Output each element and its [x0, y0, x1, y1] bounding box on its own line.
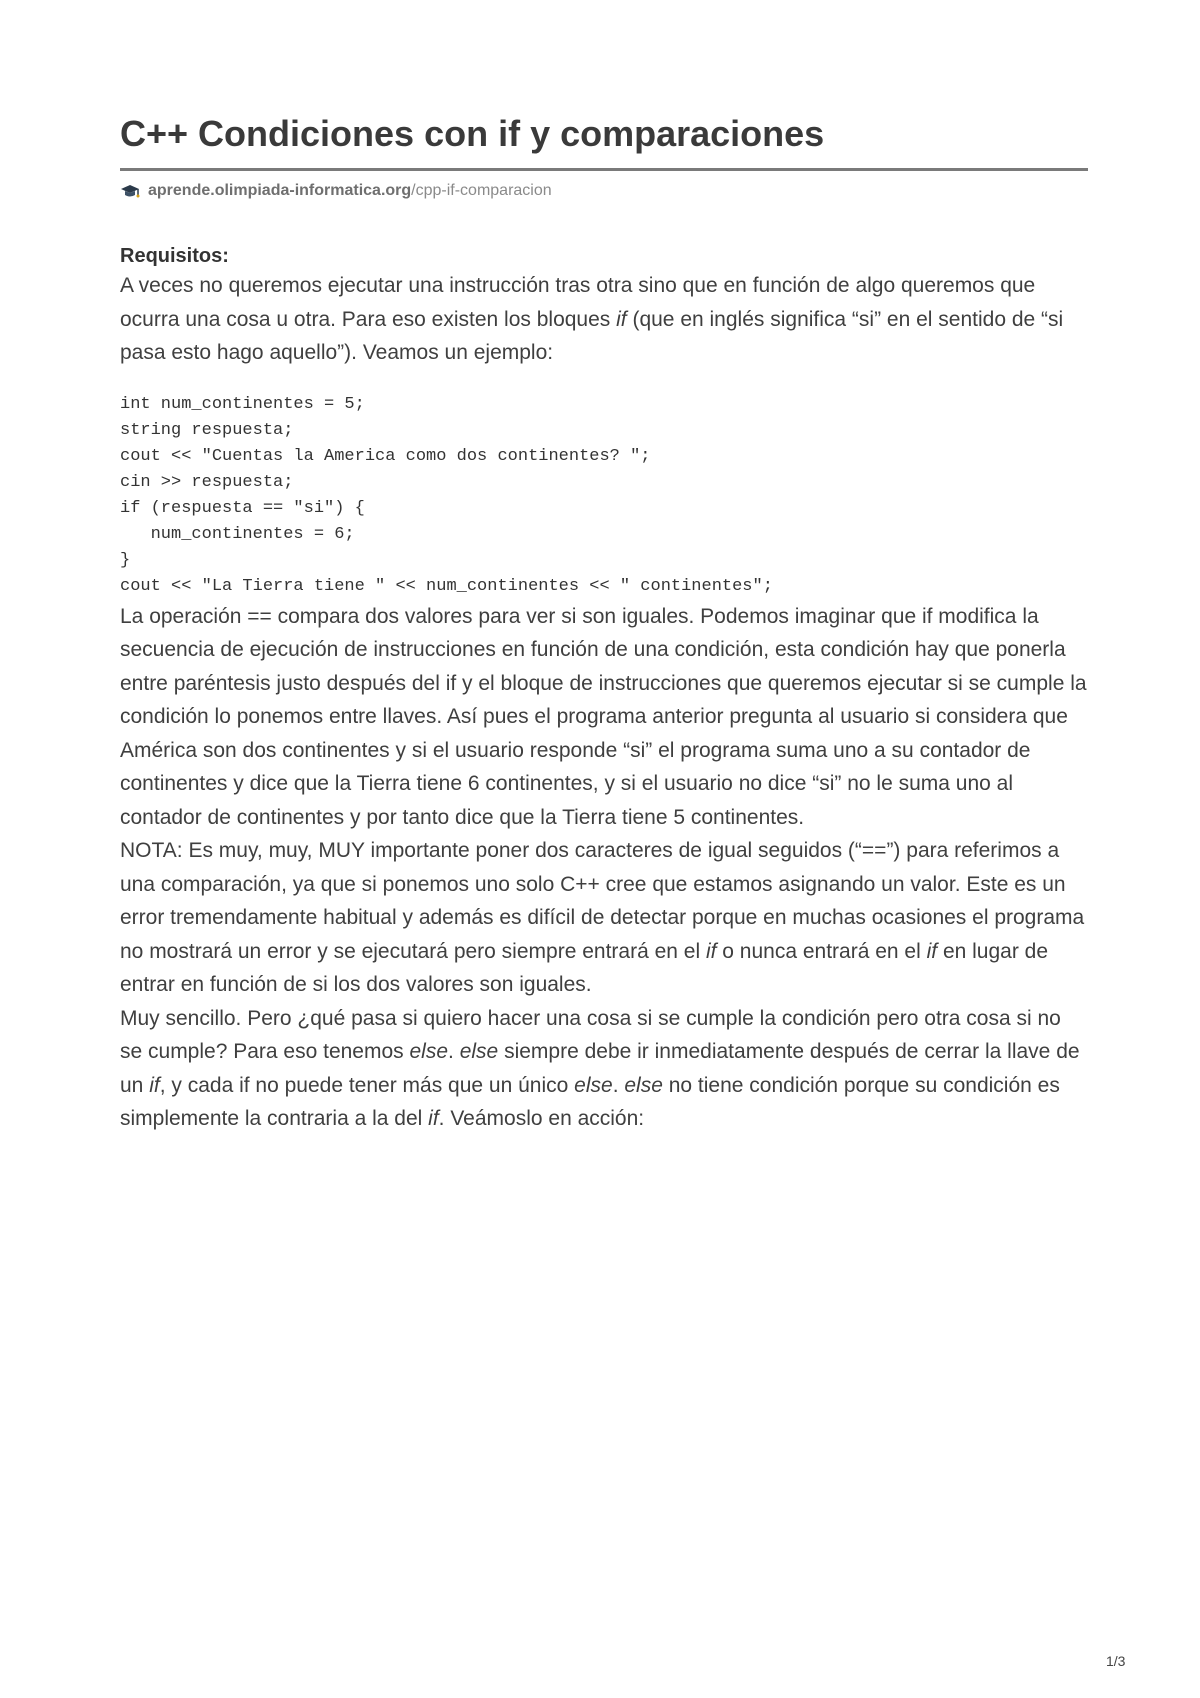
- page-title: C++ Condiciones con if y comparaciones: [120, 113, 825, 154]
- code-line: cout << "La Tierra tiene " << num_continentes << " continentes";: [120, 576, 773, 596]
- paragraph-else-text-1: Muy sencillo. Pero ¿qué pasa si quiero hacer una cosa si se cumple la condición pero otra cosa si no se cumple? Para eso tenemos: [120, 1006, 1061, 1063]
- paragraph-note: [120, 834, 1088, 1002]
- paragraph-note-text-1: NOTA: Es muy, muy, MUY importante poner dos caracteres de igual seguidos (“==”) para referimos a una comparación, ya que si ponemos uno solo C++ cree que estamos asignando un valor. Este es un error tremendamente habitual y además es difícil de detectar porque en muchas ocasiones el programa no mostrará un error y se ejecutará pero siempre entrará en el: [120, 839, 1085, 963]
- paragraph-else-text-3: siempre debe ir inmediatamente después de cerrar la llave de un: [120, 1040, 1080, 1097]
- paragraph-else-else-3: else: [574, 1073, 613, 1097]
- paragraph-explanation: La operación == compara dos valores para ver si son iguales. Podemos imaginar que if modifica la secuencia de ejecución de instrucciones en función de una condición, esta condición hay que ponerla entre paréntesis justo después del if y el bloque de instrucciones que queremos ejecutar si se cumple la condición lo ponemos entre llaves. Así pues el programa anterior pregunta al usuario si considera que América son dos continentes y si el usuario responde “si” el programa suma uno a su contador de continentes y dice que la Tierra tiene 6 continentes, y si el usuario no dice “si” no le suma uno al contador de continentes y por tanto dice que la Tierra tiene 5 continentes.: [120, 604, 1087, 829]
- paragraph-intro-text-1: A veces no queremos ejecutar una instrucción tras otra sino que en función de algo queremos que ocurra una cosa u otra. Para eso existen los bloques: [120, 274, 1036, 331]
- paragraph-else-if-1: if: [149, 1073, 160, 1097]
- paragraph-else-text-4: , y cada if no puede tener más que un único: [159, 1073, 575, 1097]
- graduation-cap-icon: [120, 183, 142, 199]
- code-line: string respuesta;: [120, 420, 294, 440]
- paragraph-else-text-6: no tiene condición porque su condición es simplemente la contraria a la del: [120, 1073, 1060, 1130]
- code-block: [120, 392, 1088, 600]
- paragraph-intro-text-2: (que en inglés significa “si” en el sentido de “si pasa esto hago aquello”). Veamos un ejemplo:: [120, 307, 1064, 364]
- paragraph-note-if-1: if: [705, 939, 717, 963]
- code-line: cout << "Cuentas la America como dos continentes? ";: [120, 446, 651, 466]
- paragraph-else-if-2: if: [428, 1107, 439, 1130]
- document-page: [120, 112, 1088, 1136]
- paragraph-else-else-4: else: [624, 1073, 663, 1097]
- code-line: num_continentes = 6;: [120, 524, 355, 544]
- paragraph-intro: [120, 269, 1088, 370]
- paragraph-else: [120, 1002, 1088, 1136]
- requisitos-heading: Requisitos:: [120, 245, 229, 267]
- page-number: 1/3: [1106, 1653, 1126, 1669]
- paragraph-else-text-2: .: [448, 1040, 460, 1063]
- title-divider: [120, 168, 1088, 171]
- paragraph-intro-if: if: [616, 307, 627, 331]
- paragraph-else-text-5: .: [612, 1073, 625, 1097]
- paragraph-else-else-2: else: [459, 1040, 499, 1063]
- source-link[interactable]: [120, 181, 1088, 201]
- code-line: if (respuesta == "si") {: [120, 498, 365, 518]
- paragraph-note-text-2: o nunca entrará en el: [716, 939, 927, 963]
- source-path: /cpp-if-comparacion: [411, 182, 552, 199]
- paragraph-else-else-1: else: [409, 1040, 449, 1063]
- source-domain: aprende.olimpiada-informatica.org: [148, 182, 412, 199]
- code-line: cin >> respuesta;: [120, 472, 294, 492]
- code-line: }: [120, 550, 131, 570]
- paragraph-note-if-2: if: [926, 939, 938, 963]
- paragraph-note-text-3: en lugar de entrar en función de si los dos valores son iguales.: [120, 939, 1049, 996]
- paragraph-else-text-7: . Veámoslo en acción:: [438, 1107, 645, 1130]
- code-line: int num_continentes = 5;: [120, 394, 365, 414]
